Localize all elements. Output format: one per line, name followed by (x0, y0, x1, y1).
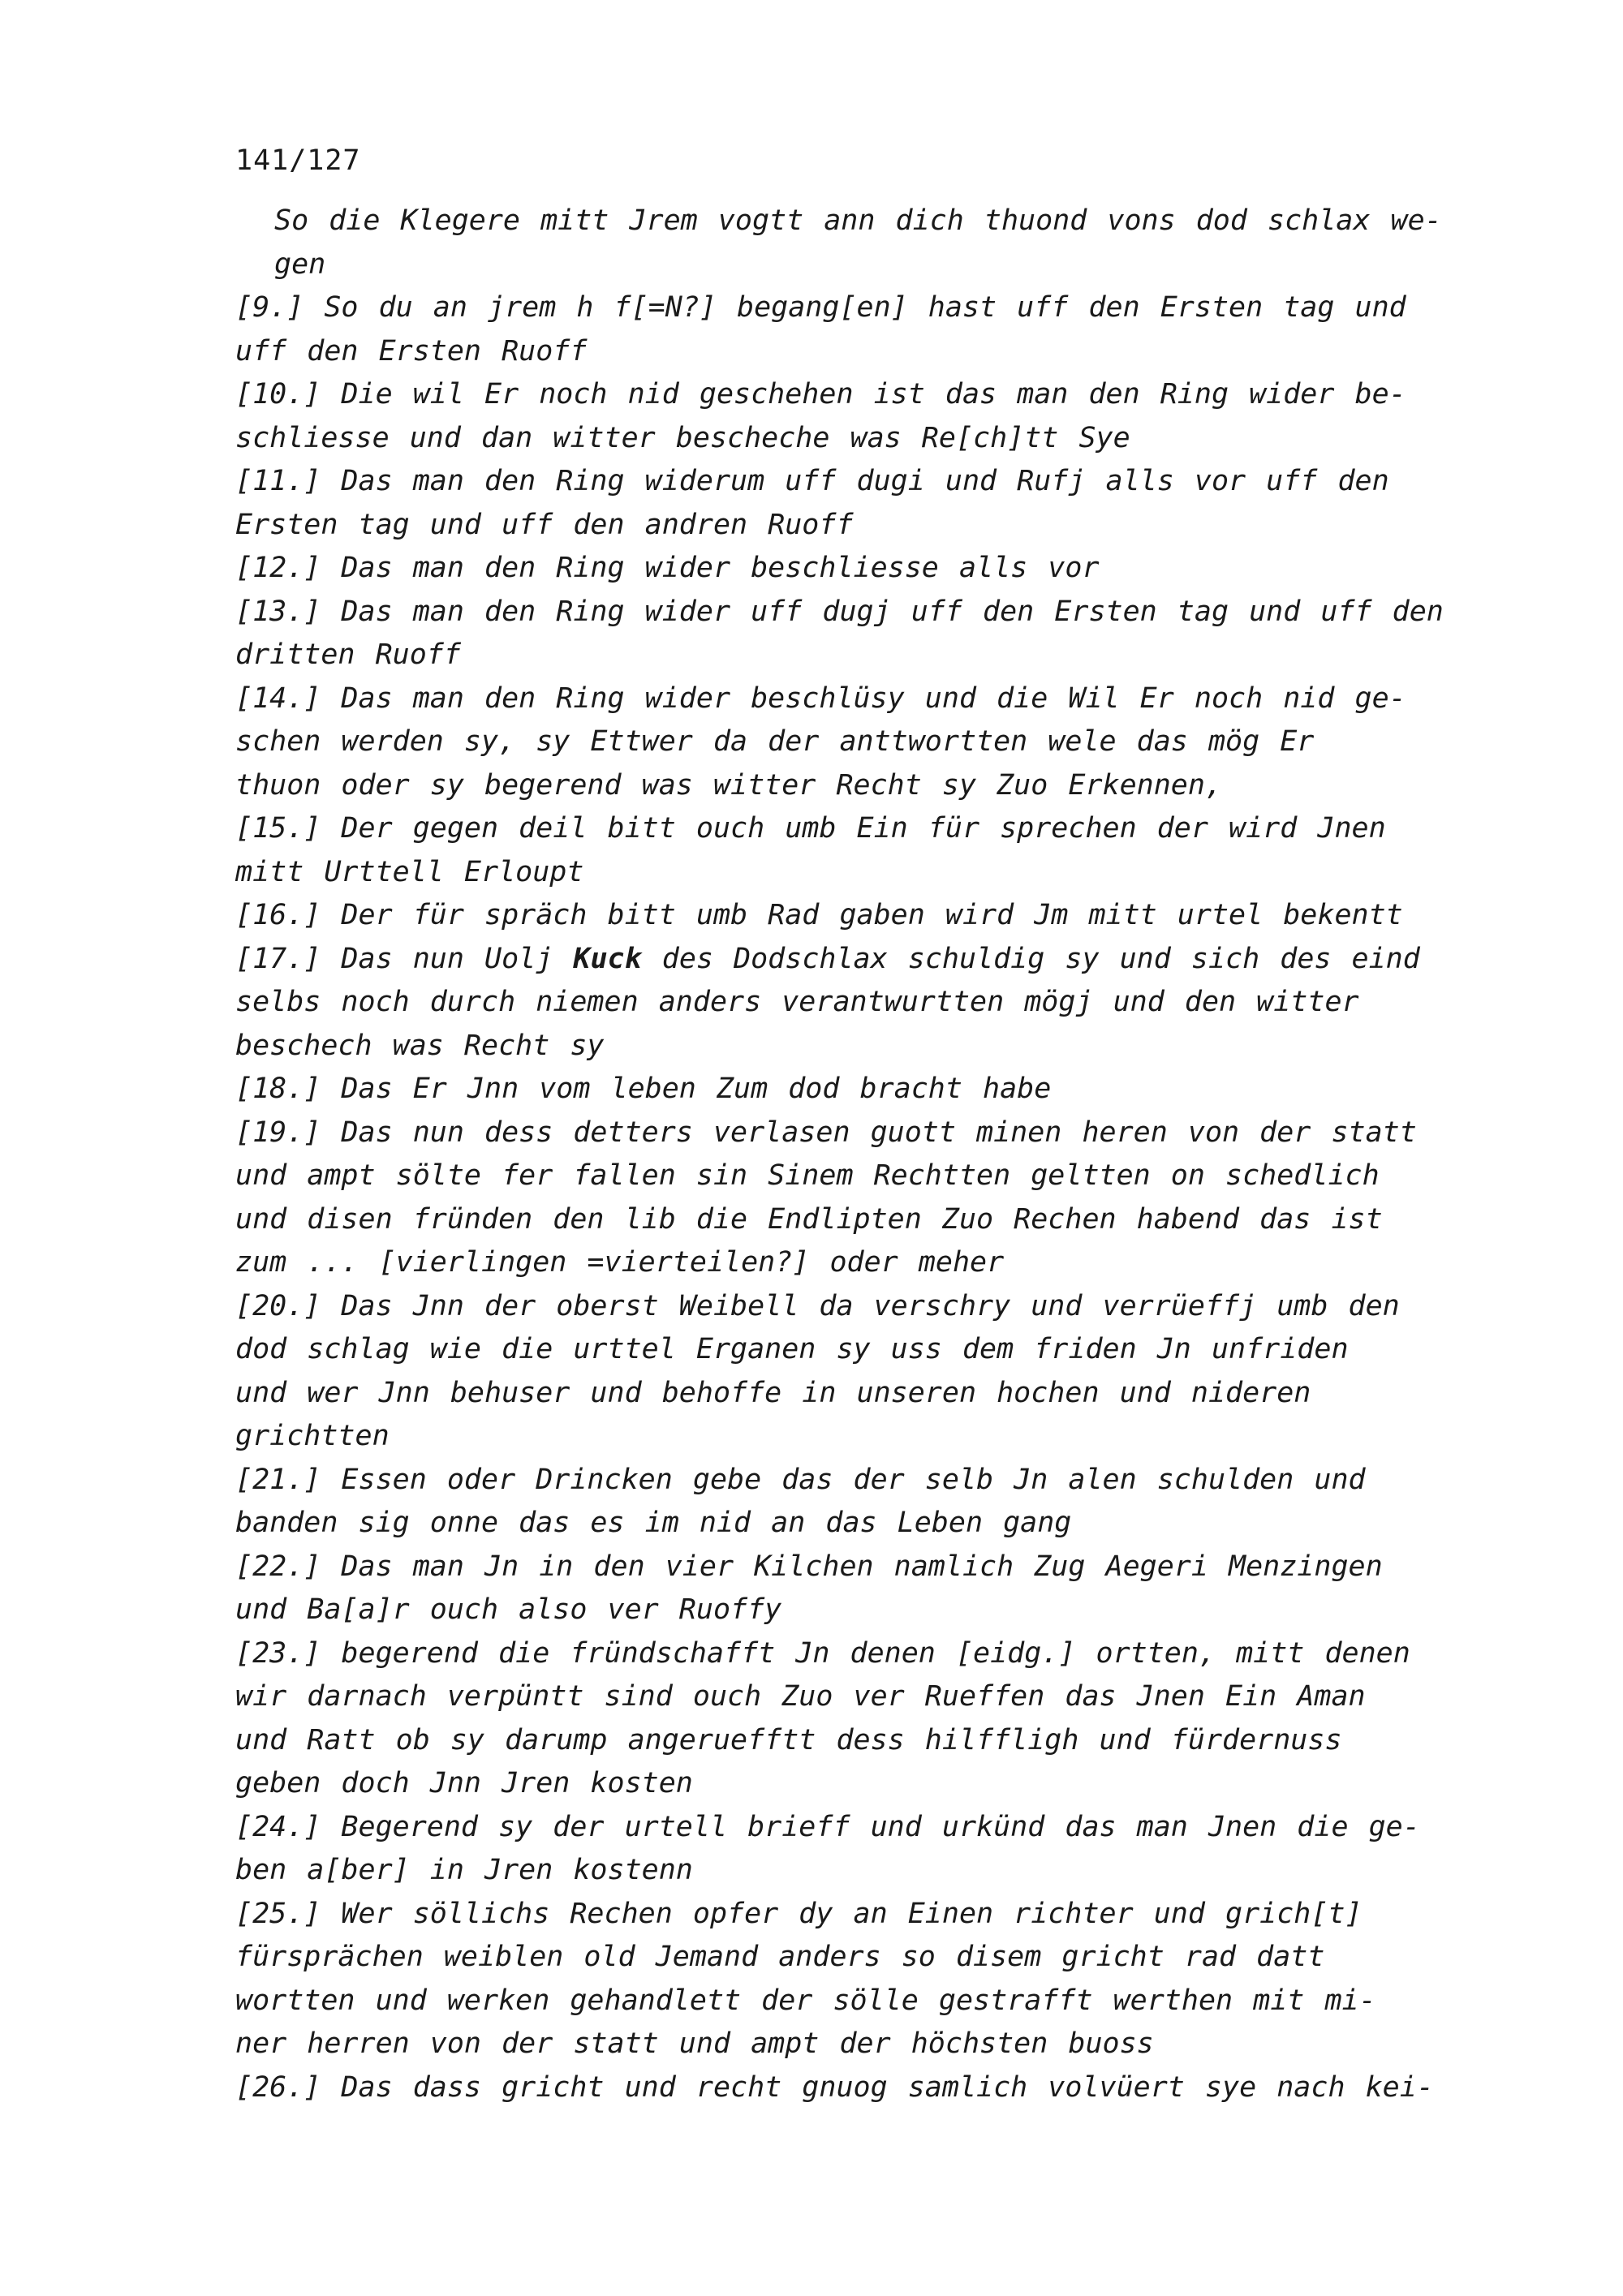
entry-24 (235, 1806, 1501, 1893)
entry-11 (235, 460, 1501, 547)
text-line: [23.] begerend die fründschafft Jn denen [eidg.] ortten, mitt denen (235, 1636, 1410, 1670)
text-line: mitt Urttell Erloupt (235, 855, 584, 888)
text-line: geben doch Jnn Jren kosten (235, 1767, 693, 1799)
bold-name: Kuck (573, 942, 642, 975)
text-line: schen werden sy, sy Ettwer da der anttwortten wele das mög Er (235, 725, 1315, 758)
text-line: fürsprächen weiblen old Jemand anders so disem gricht rad datt (235, 1941, 1325, 1973)
text-line: wortten und werken gehandlett der sölle gestrafft werthen mit mi- (235, 1984, 1376, 2017)
text-line: beschech was Recht sy (235, 1029, 605, 1062)
text-line: [18.] Das Er Jnn vom leben Zum dod bracht habe (235, 1073, 1052, 1105)
entry-18 (235, 1068, 1501, 1111)
entry-14 (235, 677, 1501, 808)
text-line: Ersten tag und uff den andren Ruoff (235, 508, 854, 541)
text-line: [21.] Essen oder Drincken gebe das der selb Jn alen schulden und (235, 1463, 1366, 1496)
text-line: und Ba[a]r ouch also ver Ruoffy (235, 1593, 782, 1626)
text-line: [20.] Das Jnn der oberst Weibell da verschry und verrüeffj umb den (235, 1289, 1400, 1322)
entry-16 (235, 894, 1501, 938)
entry-22 (235, 1546, 1501, 1632)
text-line: gen (274, 247, 326, 281)
text-line: [26.] Das dass gricht und recht gnuog samlich volvüert sye nach kei- (235, 2070, 1434, 2104)
text-line: thuon oder sy begerend was witter Recht sy Zuo Erkennen, (235, 768, 1223, 802)
text-line: [11.] Das man den Ring widerum uff dugi und Rufj alls vor uff den (235, 465, 1389, 497)
text-line: grichtten (235, 1420, 390, 1452)
entry-intro (235, 200, 1501, 286)
text-line: [22.] Das man Jn in den vier Kilchen namlich Zug Aegeri Menzingen (235, 1550, 1383, 1583)
entry-26 (235, 2066, 1501, 2110)
text-line: [19.] Das nun dess detters verlasen guott minen heren von der statt (235, 1116, 1417, 1149)
text-line (235, 938, 1501, 982)
text-line: und wer Jnn behuser und behoffe in unseren hochen und nideren (235, 1376, 1311, 1409)
entry-20 (235, 1285, 1501, 1459)
text-line: dritten Ruoff (235, 638, 461, 671)
page-number: 141/127 (235, 144, 361, 177)
text-line: [10.] Die wil Er noch nid geschehen ist das man den Ring wider be- (235, 378, 1406, 411)
transcript-body (235, 200, 1501, 2109)
text-line: ner herren von der statt und ampt der höchsten buoss (235, 2027, 1154, 2060)
text-line: ben a[ber] in Jren kostenn (235, 1854, 693, 1886)
text-line: und ampt sölte fer fallen sin Sinem Rechtten geltten on schedlich (235, 1159, 1380, 1192)
text-line: banden sig onne das es im nid an das Leben gang (235, 1507, 1072, 1539)
entry-17 (235, 938, 1501, 1068)
entry-23 (235, 1632, 1501, 1806)
text-line: [14.] Das man den Ring wider beschlüsy und die Wil Er noch nid ge- (235, 681, 1406, 715)
entry-13 (235, 591, 1501, 677)
entry-21 (235, 1459, 1501, 1546)
entry-10 (235, 373, 1501, 460)
text-line: selbs noch durch niemen anders verantwurtten mögj und den witter (235, 986, 1359, 1018)
text-line: zum ... [vierlingen =vierteilen?] oder meher (235, 1246, 1005, 1279)
entry-19 (235, 1111, 1501, 1285)
text-line: dod schlag wie die urttel Erganen sy uss dem friden Jn unfriden (235, 1333, 1349, 1365)
entry-12 (235, 547, 1501, 591)
entry-9 (235, 286, 1501, 373)
text-segment: [17.] Das nun Uolj (235, 942, 574, 975)
text-line: wir darnach verpüntt sind ouch Zuo ver Rueffen das Jnen Ein Aman (235, 1680, 1366, 1713)
text-line: So die Klegere mitt Jrem vogtt ann dich thuond vons dod schlax we- (274, 204, 1442, 237)
text-line: uff den Ersten Ruoff (235, 334, 588, 368)
text-line: und Ratt ob sy darump angeruefftt dess hilffligh und fürdernuss (235, 1723, 1342, 1756)
text-line: und disen fründen den lib die Endlipten Zuo Rechen habend das ist (235, 1202, 1383, 1236)
entry-25 (235, 1893, 1501, 2066)
text-line: schliesse und dan witter bescheche was Re[ch]tt Sye (235, 421, 1130, 454)
text-line: [13.] Das man den Ring wider uff dugj uff den Ersten tag und uff den (235, 595, 1444, 628)
text-line: [25.] Wer söllichs Rechen opfer dy an Einen richter und grich[t] (235, 1897, 1363, 1930)
text-line: [9.] So du an jrem h f[=N?] begang[en] hast uff den Ersten tag und (235, 291, 1406, 324)
text-line: [16.] Der für spräch bitt umb Rad gaben wird Jm mitt urtel bekentt (235, 899, 1403, 931)
text-line: [24.] Begerend sy der urtell brieff und urkünd das man Jnen die ge- (235, 1810, 1420, 1843)
text-line: [12.] Das man den Ring wider beschliesse alls vor (235, 552, 1100, 584)
entry-15 (235, 807, 1501, 894)
text-segment: des Dodschlax schuldig sy und sich des eind (641, 942, 1420, 975)
text-line: [15.] Der gegen deil bitt ouch umb Ein für sprechen der wird Jnen (235, 812, 1386, 845)
